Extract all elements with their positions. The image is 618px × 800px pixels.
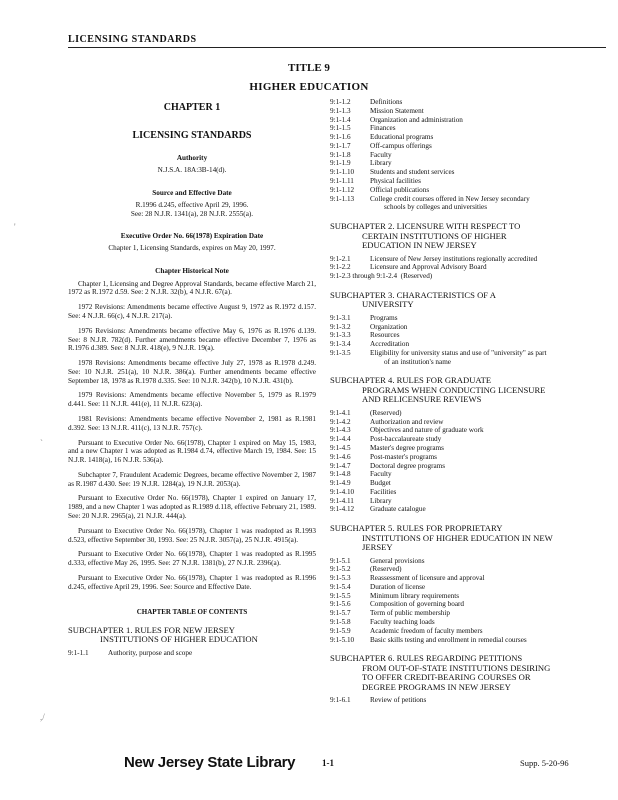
section-number: 9:1-5.4 bbox=[330, 582, 351, 591]
toc-item[interactable] bbox=[330, 133, 580, 142]
section-title: Organization and administration bbox=[370, 115, 463, 124]
subchapter-4-line-2: PROGRAMS WHEN CONDUCTING LICENSURE bbox=[362, 384, 546, 395]
toc-item[interactable] bbox=[330, 107, 580, 116]
history-paragraph: 1979 Revisions: Amendments became effective November 5, 1979 as R.1979 d.441. See: 11 N.J.R. 441(e), 11 N.J.R. 623(a). bbox=[68, 391, 316, 409]
section-number: 9:1-6.1 bbox=[330, 696, 351, 705]
section-number: 9:1-1.11 bbox=[330, 177, 354, 186]
right-column bbox=[330, 98, 580, 705]
section-title: Objectives and nature of graduate work bbox=[370, 426, 484, 435]
chapter-number: CHAPTER 1 bbox=[163, 102, 221, 113]
section-number: 9:1-4.9 bbox=[330, 479, 351, 488]
toc-item[interactable] bbox=[330, 168, 580, 177]
subchapter-1-continued bbox=[330, 98, 580, 212]
section-number: 9:1-5.3 bbox=[330, 574, 351, 583]
toc-item[interactable] bbox=[330, 627, 580, 636]
toc-item[interactable] bbox=[330, 186, 580, 195]
section-title: Review of petitions bbox=[370, 696, 427, 705]
toc-item[interactable] bbox=[330, 470, 580, 479]
section-title: Programs bbox=[370, 313, 398, 322]
section-number: 9:1-1.13 bbox=[330, 194, 355, 203]
toc-heading: CHAPTER TABLE OF CONTENTS bbox=[136, 607, 248, 616]
section-number: 9:1-3.3 bbox=[330, 331, 351, 340]
section-number: 9:1-4.2 bbox=[330, 417, 351, 426]
subchapter-1-heading bbox=[68, 626, 316, 645]
history-paragraph: Chapter 1, Licensing and Degree Approval Standards, became effective March 21, 1972 as R.1972 d.59. See: 2 N.J.R. 32(b), 4 N.J.R. 67(a). bbox=[68, 279, 316, 297]
section-number: 9:1-5.5 bbox=[330, 591, 351, 600]
section-title: Master's degree programs bbox=[370, 443, 444, 452]
subchapter-5-line-2: INSTITUTIONS OF HIGHER EDUCATION IN NEW bbox=[362, 532, 553, 543]
scan-mark: ' bbox=[14, 222, 16, 232]
toc-item[interactable] bbox=[330, 159, 580, 168]
subchapter-4-heading bbox=[330, 376, 580, 404]
history-paragraph: Subchapter 7, Fraudulent Academic Degrees, became effective November 2, 1987 as R.1987 d.430. See: 19 N.J.R. 1284(a), 19 N.J.R. 2053(a). bbox=[68, 470, 316, 488]
source-text-2: See: 28 N.J.R. 1341(a), 28 N.J.R. 2555(a). bbox=[130, 209, 254, 218]
title-number: TITLE 9 bbox=[288, 62, 330, 74]
section-title: Students and student services bbox=[370, 168, 455, 177]
section-number: 9:1-5.1 bbox=[330, 556, 351, 565]
section-number: 9:1-1.10 bbox=[330, 168, 355, 177]
subchapter-2-line-3: EDUCATION IN NEW JERSEY bbox=[362, 240, 477, 251]
section-number: 9:1-5.10 bbox=[330, 635, 355, 644]
history-paragraph: 1981 Revisions: Amendments became effective November 2, 1981 as R.1981 d.392. See: 13 N.J.R. 411(c), 13 N.J.R. 757(c). bbox=[68, 415, 316, 432]
subchapter-5-line-3: JERSEY bbox=[362, 542, 393, 553]
section-title: Post-master's programs bbox=[370, 452, 437, 461]
section-title: Doctoral degree programs bbox=[370, 461, 446, 470]
section-number: 9:1-1.7 bbox=[330, 141, 351, 150]
section-title: Resources bbox=[370, 331, 400, 340]
section-title: (Reserved) bbox=[400, 272, 433, 281]
subchapter-6-line-3: TO OFFER CREDIT-BEARING COURSES OR bbox=[362, 672, 531, 683]
subchapter-3-line-2: UNIVERSITY bbox=[362, 299, 414, 310]
section-number: 9:1-3.5 bbox=[330, 348, 351, 357]
exec-order-text: Chapter 1, Licensing Standards, expires on May 20, 1997. bbox=[108, 244, 276, 253]
chapter-name: LICENSING STANDARDS bbox=[132, 130, 252, 142]
toc-item[interactable] bbox=[330, 636, 580, 645]
section-number: 9:1-5.2 bbox=[330, 565, 351, 574]
section-title: College credit courses offered in New Jersey secondary bbox=[370, 194, 530, 203]
toc-item[interactable] bbox=[330, 314, 580, 323]
section-number: 9:1-4.7 bbox=[330, 461, 351, 470]
toc-item[interactable] bbox=[330, 142, 580, 151]
subchapter-4-line-3: AND RELICENSURE REVIEWS bbox=[362, 394, 482, 405]
subchapter-3-line-1: SUBCHAPTER 3. CHARACTERISTICS OF A bbox=[330, 289, 496, 300]
toc-item[interactable] bbox=[330, 323, 580, 332]
authority-text: N.J.S.A. 18A:3B-14(d). bbox=[157, 166, 227, 175]
section-title: Composition of governing board bbox=[370, 600, 465, 609]
toc-item[interactable] bbox=[330, 497, 580, 506]
toc-item[interactable] bbox=[330, 505, 580, 514]
toc-item[interactable] bbox=[330, 609, 580, 618]
toc-item[interactable] bbox=[330, 195, 580, 204]
section-title: Mission Statement bbox=[370, 106, 424, 115]
section-title: Accreditation bbox=[370, 340, 410, 349]
section-title: Authority, purpose and scope bbox=[108, 648, 193, 657]
subchapter-6-line-4: DEGREE PROGRAMS IN NEW JERSEY bbox=[362, 681, 511, 692]
section-title: Basic skills testing and enrollment in remedial courses bbox=[370, 635, 527, 644]
toc-item[interactable] bbox=[330, 435, 580, 444]
section-title: Term of public membership bbox=[370, 609, 450, 618]
section-title: Faculty teaching loads bbox=[370, 618, 435, 627]
history-paragraph: 1972 Revisions: Amendments became effective August 9, 1972 as R.1972 d.157. See: 4 N.J.R. 66(c), 4 N.J.R. 217(a). bbox=[68, 303, 316, 320]
page-number: 1-1 bbox=[322, 758, 334, 768]
history-paragraph: 1978 Revisions: Amendments became effective July 27, 1978 as R.1978 d.249. See: 10 N.J.R. 251(a), 10 N.J.R. 386(a). Further amendments became effective September 18, 1978 as R.1978 d.335. See: 10 N.J.R. 342(b), 10 N.J.R. 431(b). bbox=[68, 359, 316, 385]
section-number: 9:1-5.8 bbox=[330, 618, 351, 627]
subchapter-6-line-1: SUBCHAPTER 6. RULES REGARDING PETITIONS bbox=[330, 653, 523, 664]
left-column bbox=[68, 98, 316, 658]
section-title: Duration of license bbox=[370, 582, 426, 591]
section-number: 9:1-5.7 bbox=[330, 609, 351, 618]
section-number: 9:1-4.5 bbox=[330, 443, 351, 452]
section-number: 9:1-5.9 bbox=[330, 626, 351, 635]
subchapter-5-heading bbox=[330, 524, 580, 552]
section-number: 9:1-1.4 bbox=[330, 115, 351, 124]
authority-heading: Authority bbox=[176, 154, 208, 163]
toc-item[interactable] bbox=[68, 649, 316, 658]
section-number: 9:1-3.2 bbox=[330, 322, 351, 331]
toc-item[interactable] bbox=[330, 574, 580, 583]
section-title: (Reserved) bbox=[370, 408, 402, 417]
section-number: 9:1-3.4 bbox=[330, 340, 351, 349]
toc-item[interactable] bbox=[330, 418, 580, 427]
section-title: Graduate catalogue bbox=[370, 505, 426, 514]
header-rule bbox=[68, 47, 606, 48]
section-title: Facilities bbox=[370, 487, 397, 496]
subchapter-2-line-1: SUBCHAPTER 2. LICENSURE WITH RESPECT TO bbox=[330, 221, 521, 232]
subchapter-6-heading bbox=[330, 654, 580, 692]
subchapter-1-line-1: SUBCHAPTER 1. RULES FOR NEW JERSEY bbox=[68, 625, 235, 636]
section-title: Budget bbox=[370, 479, 391, 488]
title-name: HIGHER EDUCATION bbox=[249, 81, 369, 93]
library-stamp: New Jersey State Library bbox=[124, 754, 296, 771]
toc-item[interactable] bbox=[330, 583, 580, 592]
section-number: 9:1-3.1 bbox=[330, 313, 351, 322]
section-title: Post-baccalaureate study bbox=[370, 435, 442, 444]
toc-item[interactable] bbox=[330, 177, 580, 186]
history-notes bbox=[68, 280, 316, 592]
section-title-continued: of an institution's name bbox=[384, 357, 451, 366]
toc-item[interactable] bbox=[330, 116, 580, 125]
section-number: 9:1-1.12 bbox=[330, 185, 355, 194]
section-number: 9:1-2.1 bbox=[330, 254, 351, 263]
section-number: 9:1-2.2 bbox=[330, 263, 351, 272]
history-paragraph: Pursuant to Executive Order No. 66(1978), Chapter 1 was readopted as R.1995 d.333, effective May 26, 1995. See: 27 N.J.R. 1381(b), 27 N.J.R. 2396(a). bbox=[68, 550, 316, 568]
subchapter-2-line-2: CERTAIN INSTITUTIONS OF HIGHER bbox=[362, 230, 507, 241]
section-title: Off-campus offerings bbox=[370, 141, 432, 150]
toc-item[interactable] bbox=[330, 592, 580, 601]
subchapter-5-line-1: SUBCHAPTER 5. RULES FOR PROPRIETARY bbox=[330, 523, 503, 534]
section-title: Eligibility for university status and use of "university" as part bbox=[370, 348, 547, 357]
subchapter-1-line-2: INSTITUTIONS OF HIGHER EDUCATION bbox=[100, 634, 258, 645]
section-title: (Reserved) bbox=[370, 565, 402, 574]
scan-mark: ,/ bbox=[40, 712, 45, 722]
toc-item[interactable] bbox=[330, 618, 580, 627]
section-number: 9:1-1.2 bbox=[330, 98, 351, 106]
section-title: Academic freedom of faculty members bbox=[370, 626, 483, 635]
section-title: Faculty bbox=[370, 470, 392, 479]
section-title: Licensure of New Jersey institutions regionally accredited bbox=[370, 254, 538, 263]
section-number: 9:1-1.9 bbox=[330, 159, 351, 168]
history-paragraph: 1976 Revisions: Amendments became effective May 6, 1976 as R.1976 d.139. See: 8 N.J.R. 782(d). Further amendments became effective December 7, 1976 as R.1976 d.389. See: 8 N.J.R. 418(e), 9 N.J.R. 19(a). bbox=[68, 326, 316, 353]
history-paragraph: Pursuant to Executive Order No. 66(1978), Chapter 1 was readopted as R.1993 d.523, effective September 30, 1993. See: 25 N.J.R. 3057(a), 25 N.J.R. 4915(a). bbox=[68, 526, 316, 544]
section-title: Physical facilities bbox=[370, 177, 421, 186]
history-paragraph: Pursuant to Executive Order No. 66(1978), Chapter 1 was readopted as R.1996 d.245, effective April 29, 1996. See: Source and Effective Date. bbox=[68, 573, 316, 591]
section-number: 9:1-4.8 bbox=[330, 470, 351, 479]
section-number: 9:1-4.10 bbox=[330, 487, 355, 496]
section-number: 9:1-1.5 bbox=[330, 124, 351, 133]
section-title: Educational programs bbox=[370, 133, 434, 142]
toc-item[interactable] bbox=[330, 331, 580, 340]
toc-item[interactable] bbox=[330, 98, 580, 107]
toc-item[interactable] bbox=[330, 255, 580, 264]
toc-item[interactable] bbox=[330, 340, 580, 349]
toc-item[interactable] bbox=[330, 426, 580, 435]
toc-item[interactable] bbox=[330, 124, 580, 133]
toc-item[interactable] bbox=[330, 151, 580, 160]
section-title: Reassessment of licensure and approval bbox=[370, 574, 485, 583]
exec-order-heading: Executive Order No. 66(1978) Expiration Date bbox=[120, 232, 264, 241]
section-title: Minimum library requirements bbox=[370, 591, 460, 600]
section-title: Library bbox=[370, 496, 392, 505]
toc-item[interactable] bbox=[330, 557, 580, 566]
section-title: Licensure and Approval Advisory Board bbox=[370, 263, 487, 272]
subchapter-2-heading bbox=[330, 222, 580, 250]
section-number: 9:1-1.8 bbox=[330, 150, 351, 159]
toc-item[interactable] bbox=[330, 696, 580, 705]
section-number: 9:1-4.1 bbox=[330, 408, 351, 417]
section-number: 9:1-1.3 bbox=[330, 106, 351, 115]
section-number: 9:1-4.6 bbox=[330, 452, 351, 461]
section-title: Finances bbox=[370, 124, 396, 133]
toc-item[interactable] bbox=[330, 263, 580, 272]
toc-item[interactable] bbox=[330, 600, 580, 609]
section-number: 9:1-4.4 bbox=[330, 435, 351, 444]
toc-item[interactable] bbox=[330, 453, 580, 462]
section-title: General provisions bbox=[370, 556, 425, 565]
toc-item[interactable] bbox=[330, 479, 580, 488]
section-number: 9:1-5.6 bbox=[330, 600, 351, 609]
toc-item[interactable] bbox=[330, 272, 580, 281]
section-number: 9:1-4.11 bbox=[330, 496, 354, 505]
section-title: Official publications bbox=[370, 185, 430, 194]
section-number: 9:1-1.6 bbox=[330, 133, 351, 142]
history-paragraph: Pursuant to Executive Order No. 66(1978), Chapter 1 expired on January 17, 1989, and a new Chapter 1 was adopted as R.1989 d.118, effective February 21, 1989. See: 20 N.J.R. 2965(a), 21 N.J.R. 444(a). bbox=[68, 494, 316, 521]
source-text-1: R.1996 d.245, effective April 29, 1996. bbox=[135, 200, 249, 209]
scan-mark: ` bbox=[40, 438, 43, 448]
toc-item[interactable] bbox=[330, 444, 580, 453]
section-title: Library bbox=[370, 159, 392, 168]
section-number: 9:1-2.3 through 9:1-2.4 bbox=[330, 272, 398, 281]
section-number: 9:1-4.3 bbox=[330, 426, 351, 435]
section-title: Organization bbox=[370, 322, 408, 331]
section-title: Definitions bbox=[370, 98, 403, 106]
toc-item[interactable] bbox=[330, 409, 580, 418]
source-heading: Source and Effective Date bbox=[152, 188, 232, 197]
toc-item[interactable] bbox=[330, 462, 580, 471]
running-head: LICENSING STANDARDS bbox=[68, 34, 197, 45]
section-number: 9:1-1.1 bbox=[68, 648, 89, 657]
toc-item[interactable] bbox=[330, 349, 580, 358]
section-number: 9:1-4.12 bbox=[330, 505, 355, 514]
subchapter-6-line-2: FROM OUT-OF-STATE INSTITUTIONS DESIRING bbox=[362, 662, 551, 673]
toc-item[interactable] bbox=[330, 565, 580, 574]
section-title-continued: schools by colleges and universities bbox=[384, 203, 488, 212]
history-heading: Chapter Historical Note bbox=[155, 266, 229, 275]
supplement-date: Supp. 5-20-96 bbox=[520, 758, 569, 768]
history-paragraph: Pursuant to Executive Order No. 66(1978), Chapter 1 expired on May 15, 1983, and a new Chapter 1 was adopted as R.1984 d.74, effective March 19, 1984. See: 15 N.J.R. 1418(a), 16 N.J.R. 536(a). bbox=[68, 438, 316, 465]
toc-item[interactable] bbox=[330, 488, 580, 497]
section-title: Authorization and review bbox=[370, 417, 444, 426]
section-title: Faculty bbox=[370, 150, 392, 159]
subchapter-3-heading bbox=[330, 291, 580, 310]
subchapter-4-line-1: SUBCHAPTER 4. RULES FOR GRADUATE bbox=[330, 375, 492, 386]
